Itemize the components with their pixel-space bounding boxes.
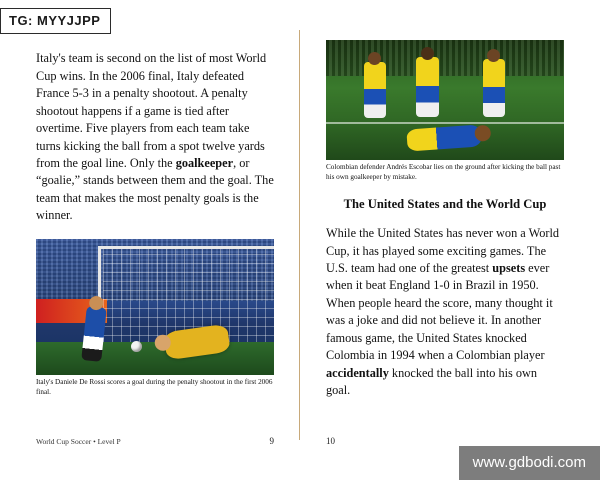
player-figure [483,59,505,117]
page-gutter-rule [299,30,300,440]
fallen-player-figure [406,125,481,152]
pitch-line [326,122,564,124]
bold-term-goalkeeper: goalkeeper [175,156,234,171]
right-paragraph-part-1: While the United States has never won a World Cup, it has played some exciting games. The U.S. team had one of the greatest [326,226,560,275]
stadium-stand [326,40,564,76]
right-paragraph-part-2: ever when it beat England 1-0 in Brazil in 1950. When people heard the score, many thought it was a joke and did not believe it. In another famous game, the United States knocked Colombia in 1994 when a Colombian player [326,261,553,363]
left-figure-caption: Italy's Daniele De Rossi scores a goal during the penalty shootout in the first 2006 final. [36,377,273,396]
player-figure [364,62,386,118]
right-page [300,0,600,480]
left-paragraph-part-2: , or “goalie,” stands between them and the goal. The team that makes the most penalty goals is the winner. [36,156,274,223]
left-figure [36,239,274,397]
right-figure-caption: Colombian defender Andrés Escobar lies on the ground after kicking the ball past his own goalkeeper by mistake. [326,163,561,181]
top-left-tag: TG: MYYJJPP [0,8,111,34]
player-figure [416,57,439,117]
right-page-paragraph [326,225,564,400]
escobar-own-goal-photo [326,40,564,160]
penalty-shootout-photo [36,239,274,375]
right-figure [326,40,564,182]
right-paragraph-part-3: knocked the ball into his own goal. [326,365,538,398]
bold-term-upsets: upsets [492,261,526,275]
left-page-footer [36,436,274,446]
section-heading: The United States and the World Cup [343,197,547,212]
left-page-paragraph [36,50,274,225]
page-number-left: 9 [269,436,274,446]
bold-term-accidentally: accidentally [326,365,389,380]
goal-crossbar [98,246,274,249]
soccer-ball [131,341,142,352]
left-paragraph-part-1: Italy's team is second on the list of most World Cup wins. In the 2006 final, Italy defeated France 5-3 in a penalty shootout. A penalty shootout happens if a game is tied after overtime. Five players from each team take turns kicking the ball from a spot twelve yards from the goal line. Only the [36,51,267,171]
book-title-footer: World Cup Soccer • Level P [36,437,121,446]
watermark-url: www.gdbodi.com [459,446,600,480]
right-page-footer [326,436,564,446]
page-number-right: 10 [326,436,335,446]
